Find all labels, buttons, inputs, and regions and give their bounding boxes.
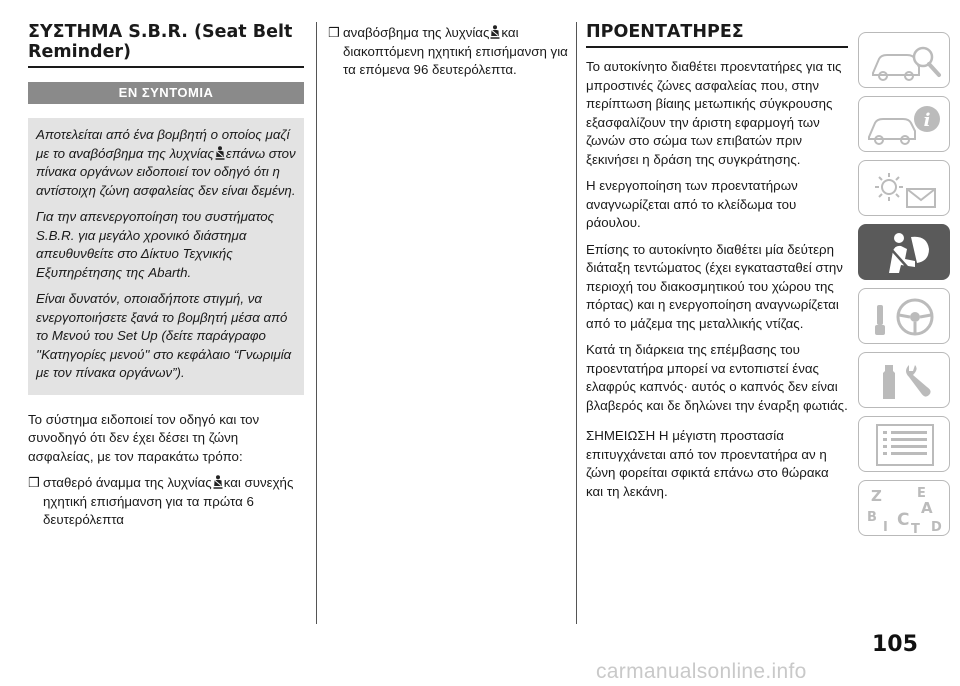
tab-steering-and-start[interactable]: [858, 288, 950, 344]
column-divider: [576, 22, 577, 624]
pretensioners-paragraph-3: Επίσης το αυτοκίνητο διαθέτει μία δεύτερη διάταξη τεντώματος (έχει εγκατασταθεί στην περιοχή του διακοσμητικού του χώρου της πόρτας) και η ενεργοποίηση αναγνωρίζεται από το μάζεμα της μεταλλικής ντίζας.: [586, 241, 843, 331]
chapter-sidebar: [858, 32, 950, 544]
seatbelt-airbag-icon: [859, 225, 951, 281]
summary-box: [28, 118, 304, 395]
seatbelt-warning-icon: [213, 475, 223, 489]
middle-column: [328, 24, 568, 86]
tab-warning-lights[interactable]: [858, 160, 950, 216]
checkbox-bullet-icon: ❒: [28, 475, 40, 490]
tab-service-tools[interactable]: [858, 352, 950, 408]
index-letter: D: [931, 520, 942, 535]
alphabet-index-icon: [859, 481, 951, 537]
sbr-section-title: ΣΥΣΤΗΜΑ S.B.R. (Seat Belt Reminder): [28, 22, 304, 68]
seatbelt-warning-icon: [215, 146, 225, 160]
page-number: 105: [872, 632, 918, 657]
intro-paragraph: Το σύστημα ειδοποιεί τον οδηγό και τον συνοδηγό ότι δεν έχει δέσει τη ζώνη ασφαλείας, με τον παρακάτω τρόπο:: [28, 411, 260, 464]
right-column: [586, 22, 848, 509]
bullet-item-1: ❒ σταθερό άναμμα της λυχνίας και συνεχής ηχητική επισήμανση για τα πρώτα 6 δευτερόλεπτα: [28, 475, 294, 527]
tab-alphabet-index[interactable]: [858, 480, 950, 536]
bullet-item-2: ❒ αναβόσβημα της λυχνίας και διακοπτόμενη ηχητική επισήμανση για τα επόμενα 96 δευτερόλεπτα.: [328, 25, 568, 77]
index-letter: A: [921, 499, 933, 517]
pretensioners-section-title: ΠΡΟΕΝΤΑΤΗΡΕΣ: [586, 22, 848, 48]
service-tools-icon: [859, 353, 951, 409]
summary-header: ΕΝ ΣΥΝΤΟΜΙΑ: [28, 82, 304, 104]
index-letter: T: [911, 522, 920, 537]
index-letter: C: [897, 510, 910, 530]
warning-lights-icon: [859, 161, 951, 217]
tab-index-list[interactable]: [858, 416, 950, 472]
summary-paragraph-2: Για την απενεργοποίηση του συστήματος S.B.R. για μεγάλο χρονικό διάστημα απευθυνθείτε στο Δίκτυο Τεχνικής Εξυπηρέτησης της Abarth.: [36, 209, 275, 280]
summary-paragraph-3: Είναι δυνατόν, οποιαδήποτε στιγμή, να ενεργοποιήσετε ξανά το βομβητή μέσα από το Μενού του Set Up (δείτε παράγραφο ''Κατηγορίες μενού'' στο κεφάλαιο “Γνωριμία με τον πίνακα οργάνων”).: [36, 291, 292, 380]
index-letter: I: [883, 520, 888, 535]
pretensioners-paragraph-4: Κατά τη διάρκεια της επέμβασης του προεντατήρα μπορεί να εντοπιστεί ένας ελαφρύς καπνός· αυτός ο καπνός δεν είναι βλαβερός και δε δηλώνει την έναρξη φωτιάς.: [586, 342, 848, 413]
svg-text:i: i: [923, 110, 931, 131]
tab-seatbelt-airbag[interactable]: [858, 224, 950, 280]
watermark: carmanualsonline.info: [596, 660, 807, 683]
column-divider: [316, 22, 317, 624]
tab-car-info[interactable]: [858, 96, 950, 152]
steering-icon: [859, 289, 951, 345]
tab-car-search[interactable]: [858, 32, 950, 88]
car-search-icon: [859, 33, 951, 89]
index-letter: E: [917, 486, 926, 501]
pretensioners-note: ΣΗΜΕΙΩΣΗ Η μέγιστη προστασία επιτυγχάνεται από τον προεντατήρα αν η ζώνη φορείται σφικτά επάνω στο θώρακα και τη λεκάνη.: [586, 428, 829, 499]
index-letter: Z: [871, 487, 882, 505]
checkbox-bullet-icon: ❒: [328, 25, 340, 40]
pretensioners-paragraph-1: Το αυτοκίνητο διαθέτει προεντατήρες για τις μπροστινές ζώνες ασφαλείας που, στην περίπτωση βίαιης μετωπικής σύγκρουσης εξασφαλίζουν την άριστη εφαρμογή των ζωνών στο σώμα των επιβατών πριν ξεκινήσει η δράση της συγκράτησης.: [586, 59, 842, 167]
index-letter: B: [867, 510, 877, 525]
index-list-icon: [859, 417, 951, 473]
left-column: [28, 22, 304, 536]
seatbelt-warning-icon: [490, 25, 500, 39]
car-info-icon: [859, 97, 951, 153]
summary-paragraph-1: Αποτελείται από ένα βομβητή ο οποίος μαζί με το αναβόσβημα της λυχνίας επάνω στον πίνακα οργάνων ειδοποιεί τον οδηγό ότι η αντίστοιχη ζώνη ασφαλείας δεν είναι δεμένη.: [36, 127, 296, 198]
pretensioners-paragraph-2: Η ενεργοποίηση των προεντατήρων αναγνωρίζεται από το κλείδωμα του ράουλου.: [586, 178, 798, 230]
